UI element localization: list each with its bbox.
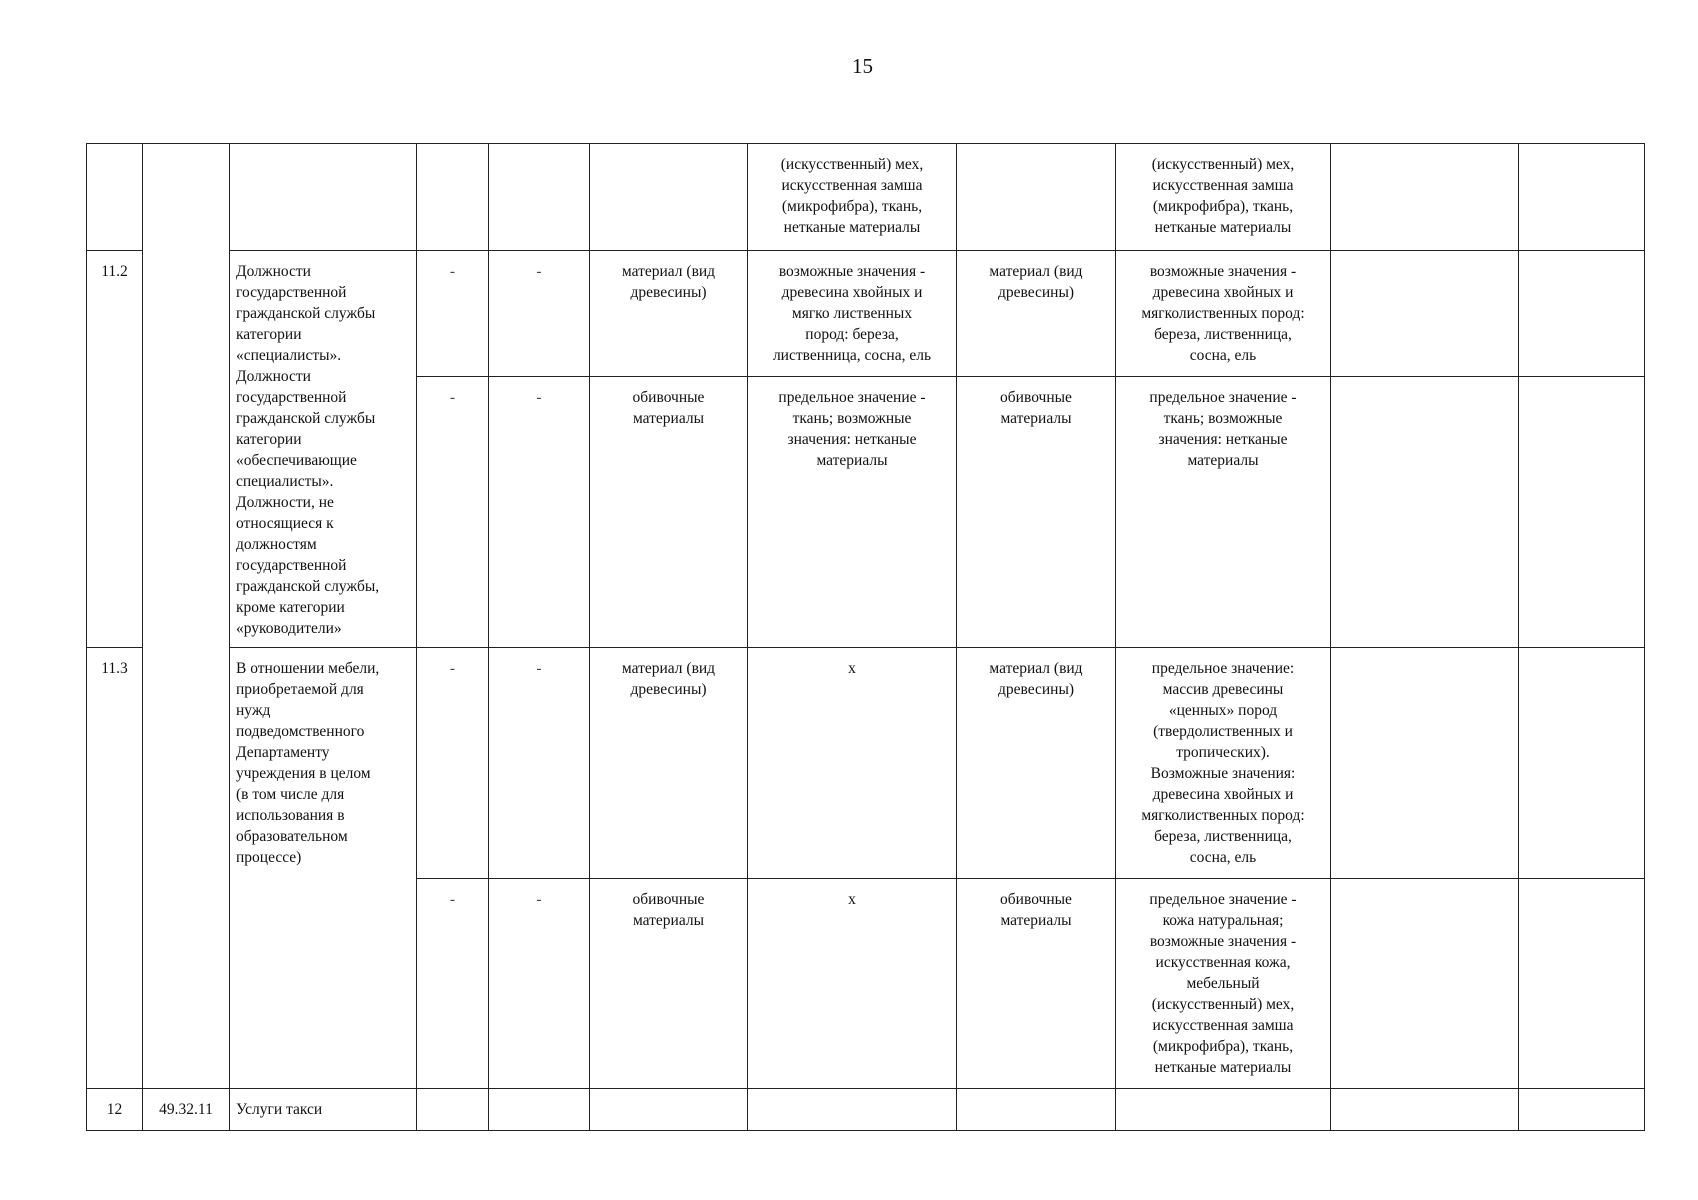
- cell-characteristic-2: материал (вид древесины): [957, 251, 1116, 377]
- cell-okpd-code: [143, 144, 230, 1089]
- cell-positions: Услуги такси: [230, 1089, 417, 1131]
- cell-value-2: возможные значения - древесина хвойных и мягколиственных пород: береза, лиственница, сосна, ель: [1116, 251, 1331, 377]
- cell-value: предельное значение - ткань; возможные значения: нетканые материалы: [748, 377, 957, 648]
- cell-positions: Должности государственной гражданской службы категории «специалисты». Должности государственной гражданской службы категории «обеспечивающие специалисты». Должности, не относящиеся к должностям государственной гражданской службы, кроме категории «руководители»: [230, 251, 417, 648]
- cell-value: (искусственный) мех, искусственная замша (микрофибра), ткань, нетканые материалы: [748, 144, 957, 251]
- cell-value-2: предельное значение - кожа натуральная; возможные значения - искусственная кожа, мебельный (искусственный) мех, искусственная замша (микрофибра), ткань, нетканые материалы: [1116, 879, 1331, 1089]
- cell-positions: [230, 144, 417, 251]
- cell-unit-name: -: [489, 251, 590, 377]
- cell-extra-1: [1331, 1089, 1519, 1131]
- cell-unit-name: [489, 1089, 590, 1131]
- cell-extra-1: [1331, 144, 1519, 251]
- table-row-11-3-a: [87, 648, 1645, 879]
- cell-unit-code: [417, 1089, 489, 1131]
- cell-extra-2: [1519, 144, 1645, 251]
- cell-unit-code: -: [417, 879, 489, 1089]
- page-number: 15: [852, 54, 873, 78]
- cell-unit-code: -: [417, 648, 489, 879]
- cell-unit-code: -: [417, 377, 489, 648]
- cell-value: x: [748, 879, 957, 1089]
- cell-characteristic: обивочные материалы: [590, 377, 748, 648]
- cell-value-2: предельное значение: массив древесины «ценных» пород (твердолиственных и тропических). Возможные значения: древесина хвойных и мягколиственных пород: береза, лиственница, сосна, ель: [1116, 648, 1331, 879]
- cell-value-2: [1116, 1089, 1331, 1131]
- cell-characteristic-2: [957, 1089, 1116, 1131]
- cell-extra-1: [1331, 879, 1519, 1089]
- cell-extra-2: [1519, 1089, 1645, 1131]
- cell-extra-1: [1331, 377, 1519, 648]
- cell-value: [748, 1089, 957, 1131]
- cell-okpd-code: 49.32.11: [143, 1089, 230, 1131]
- requirements-table: [86, 143, 1645, 1131]
- cell-characteristic: обивочные материалы: [590, 879, 748, 1089]
- cell-unit-name: -: [489, 648, 590, 879]
- cell-characteristic: [590, 1089, 748, 1131]
- cell-value: x: [748, 648, 957, 879]
- cell-extra-2: [1519, 879, 1645, 1089]
- cell-value: возможные значения - древесина хвойных и мягко лиственных пород: береза, лиственница, сосна, ель: [748, 251, 957, 377]
- cell-unit-name: -: [489, 879, 590, 1089]
- cell-extra-1: [1331, 251, 1519, 377]
- cell-unit-name: [489, 144, 590, 251]
- cell-num: 11.3: [87, 648, 143, 1089]
- cell-num: 11.2: [87, 251, 143, 648]
- cell-extra-1: [1331, 648, 1519, 879]
- cell-unit-name: -: [489, 377, 590, 648]
- cell-characteristic-2: материал (вид древесины): [957, 648, 1116, 879]
- cell-unit-code: -: [417, 251, 489, 377]
- cell-characteristic: материал (вид древесины): [590, 648, 748, 879]
- cell-positions: В отношении мебели, приобретаемой для нужд подведомственного Департаменту учреждения в целом (в том числе для использования в образовательном процессе): [230, 648, 417, 1089]
- table-row-continuation: [87, 144, 1645, 251]
- cell-extra-2: [1519, 251, 1645, 377]
- cell-extra-2: [1519, 648, 1645, 879]
- cell-value-2: предельное значение - ткань; возможные значения: нетканые материалы: [1116, 377, 1331, 648]
- cell-num: 12: [87, 1089, 143, 1131]
- cell-characteristic-2: обивочные материалы: [957, 377, 1116, 648]
- cell-value-2: (искусственный) мех, искусственная замша (микрофибра), ткань, нетканые материалы: [1116, 144, 1331, 251]
- cell-num: [87, 144, 143, 251]
- cell-unit-code: [417, 144, 489, 251]
- cell-characteristic-2: [957, 144, 1116, 251]
- cell-characteristic: [590, 144, 748, 251]
- cell-characteristic-2: обивочные материалы: [957, 879, 1116, 1089]
- table-row-12: [87, 1089, 1645, 1131]
- table-row-11-2-a: [87, 251, 1645, 377]
- cell-characteristic: материал (вид древесины): [590, 251, 748, 377]
- cell-extra-2: [1519, 377, 1645, 648]
